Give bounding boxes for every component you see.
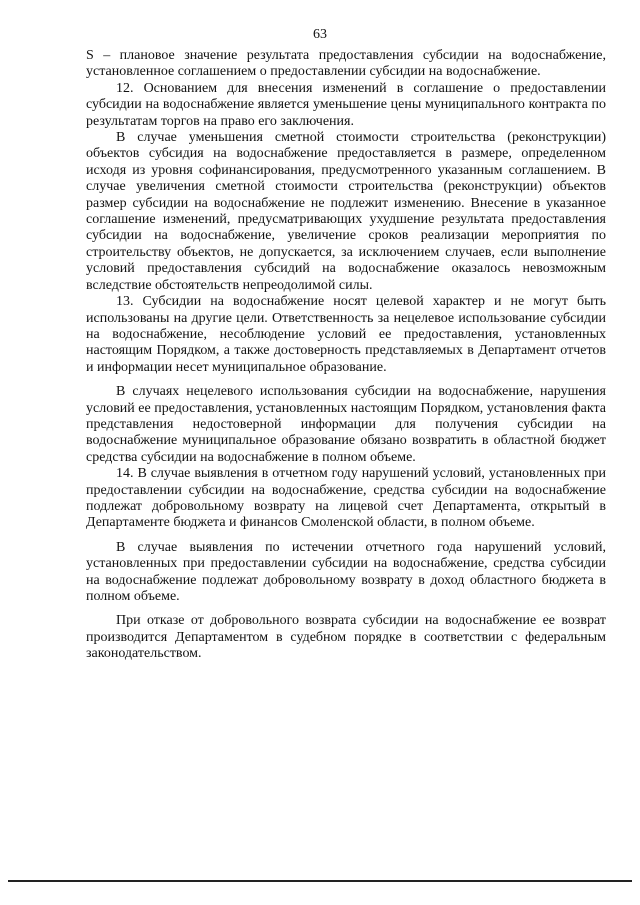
- paragraph-13-misuse: В случаях нецелевого использования субсидии на водоснабжение, нарушения условий ее предоставления, установленных настоящим Порядком, установления факта представления недостоверной информации для получения субсидии на водоснабжение муниципальное образование обязано возвратить в областной бюджет средства субсидии на водоснабжение в полном объеме.: [86, 384, 606, 465]
- bottom-border-line: [8, 880, 632, 882]
- page-number: 63: [313, 27, 327, 42]
- paragraph-14-after-year: В случае выявления по истечении отчетного года нарушений условий, установленных при предоставлении субсидии на водоснабжение, средства субсидии на водоснабжение подлежат добровольному возврату в доход областного бюджета в полном объеме.: [86, 539, 606, 604]
- paragraph-12-estimate-change: В случае уменьшения сметной стоимости строительства (реконструкции) объектов субсидия на водоснабжение предоставляется в размере, определенном исходя из уровня софинансирования, предусмотренного указанным соглашением. В случае увеличения сметной стоимости строительства (реконструкции) объектов размер субсидии на водоснабжение не подлежит изменению. Внесение в указанное соглашение изменений, предусматривающих ухудшение результата предоставления субсидии на водоснабжение, увеличение сроков реализации мероприятия по строительству объектов, не допускается, за исключением случаев, если выполнение условий предоставления субсидий на водоснабжение оказалось невозможным вследствие обстоятельств непреодолимой силы.: [86, 130, 606, 293]
- paragraph-14: 14. В случае выявления в отчетном году нарушений условий, установленных при предоставлении субсидии на водоснабжение, средства субсидии на водоснабжение подлежат добровольному возврату на лицевой счет Департамента, открытый в Департаменте бюджета и финансов Смоленской области, в полном объеме.: [86, 466, 606, 531]
- paragraph-14-court-return: При отказе от добровольного возврата субсидии на водоснабжение ее возврат производится Департаментом в судебном порядке в соответствии с федеральным законодательством.: [86, 613, 606, 662]
- paragraph-12: 12. Основанием для внесения изменений в соглашение о предоставлении субсидии на водоснабжение является уменьшение цены муниципального контракта по результатам торгов на право его заключения.: [86, 80, 606, 129]
- paragraph-formula-s: S – плановое значение результата предоставления субсидии на водоснабжение, установленное соглашением о предоставлении субсидии на водоснабжение.: [86, 48, 606, 80]
- paragraph-13: 13. Субсидии на водоснабжение носят целевой характер и не могут быть использованы на другие цели. Ответственность за нецелевое использование субсидии на водоснабжение, несоблюдение условий ее предоставления, установленных настоящим Порядком, а также достоверность представляемых в Департамент отчетов и информации несет муниципальное образование.: [86, 294, 606, 375]
- document-body: [86, 48, 606, 663]
